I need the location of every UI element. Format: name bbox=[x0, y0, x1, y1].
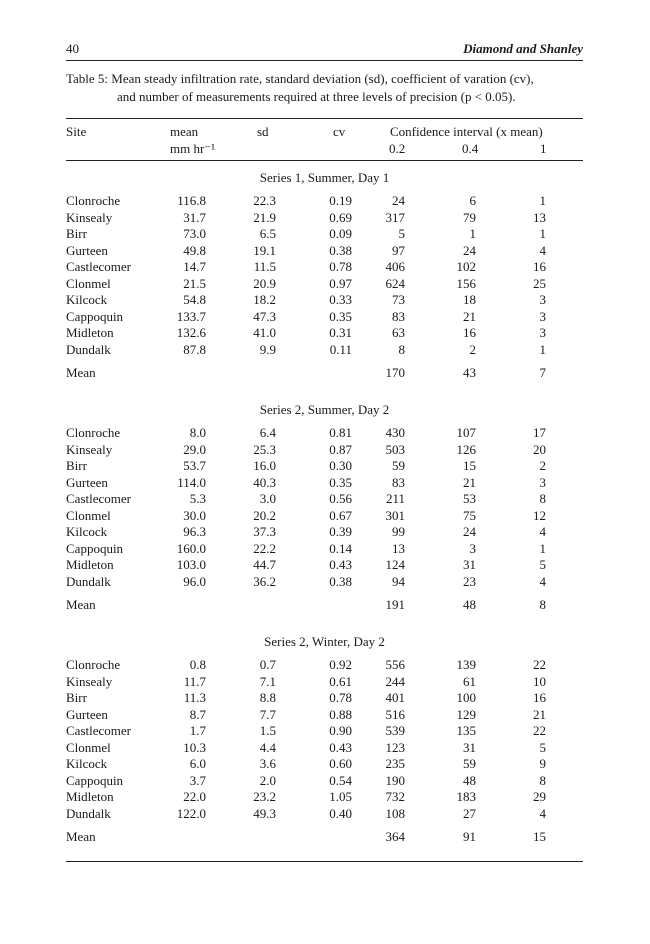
cell-sd: 1.5 bbox=[259, 723, 276, 738]
cell-site: Clonmel bbox=[66, 739, 111, 755]
cell-ci-1: 13 bbox=[533, 209, 546, 225]
cell-ci-0-4: 135 bbox=[456, 723, 476, 738]
cell-mean: 30.0 bbox=[183, 507, 206, 523]
cell-cv: 0.56 bbox=[329, 491, 352, 506]
cell-sd: 6.4 bbox=[259, 425, 276, 440]
cell-cv: 0.88 bbox=[329, 706, 352, 722]
column-header-site: Site bbox=[66, 124, 87, 139]
cell-sd: 20.9 bbox=[253, 275, 276, 291]
cell-site: Cappoquin bbox=[66, 772, 124, 788]
cell-ci-1: 10 bbox=[533, 673, 546, 689]
cell-cv: 0.14 bbox=[329, 540, 352, 556]
cell-ci-0-4: 24 bbox=[463, 524, 476, 539]
cell-ci-1: 9 bbox=[539, 756, 546, 771]
mean-row-ci-0-2: 364 bbox=[385, 828, 405, 844]
cell-site: Birr bbox=[66, 458, 87, 473]
mean-row-ci-1: 8 bbox=[539, 596, 546, 612]
cell-site: Kilcock bbox=[66, 292, 108, 307]
cell-sd: 18.2 bbox=[253, 292, 276, 307]
cell-site: Gurteen bbox=[66, 242, 108, 258]
cell-cv: 1.05 bbox=[329, 789, 352, 804]
cell-mean: 22.0 bbox=[183, 789, 206, 804]
cell-ci-0-2: 406 bbox=[385, 259, 405, 274]
cell-ci-0-4: 59 bbox=[463, 756, 476, 771]
cell-cv: 0.38 bbox=[329, 573, 352, 589]
cell-ci-0-4: 48 bbox=[463, 772, 476, 788]
cell-site: Kinsealy bbox=[66, 209, 113, 225]
cell-cv: 0.69 bbox=[329, 209, 352, 225]
cell-site: Clonroche bbox=[66, 657, 121, 672]
header-bottom-rule bbox=[66, 160, 583, 161]
cell-ci-0-2: 244 bbox=[385, 673, 405, 689]
cell-ci-1: 5 bbox=[539, 739, 546, 755]
cell-ci-1: 3 bbox=[539, 474, 546, 490]
cell-ci-0-4: 107 bbox=[456, 425, 476, 440]
cell-cv: 0.33 bbox=[329, 292, 352, 307]
cell-sd: 25.3 bbox=[253, 441, 276, 457]
cell-cv: 0.54 bbox=[329, 772, 352, 788]
cell-ci-0-4: 129 bbox=[456, 706, 476, 722]
cell-ci-1: 12 bbox=[533, 507, 546, 523]
cell-ci-1: 20 bbox=[533, 441, 546, 457]
cell-sd: 11.5 bbox=[253, 259, 276, 274]
cell-ci-0-2: 401 bbox=[385, 690, 405, 705]
cell-cv: 0.92 bbox=[329, 657, 352, 672]
cell-ci-1: 4 bbox=[539, 805, 546, 821]
cell-ci-1: 1 bbox=[539, 341, 546, 357]
column-header-confidence-interval: Confidence interval (x mean) bbox=[390, 124, 543, 139]
cell-ci-0-4: 23 bbox=[463, 573, 476, 589]
cell-sd: 47.3 bbox=[253, 308, 276, 324]
cell-ci-0-4: 79 bbox=[463, 209, 476, 225]
mean-row-label: Mean bbox=[66, 828, 96, 844]
cell-ci-0-2: 539 bbox=[385, 723, 405, 738]
cell-ci-0-2: 94 bbox=[392, 573, 405, 589]
cell-site: Castlecomer bbox=[66, 491, 131, 506]
cell-ci-0-2: 123 bbox=[385, 739, 405, 755]
column-header-ci-1: 1 bbox=[540, 141, 547, 156]
cell-ci-1: 17 bbox=[533, 425, 546, 440]
cell-mean: 0.8 bbox=[189, 657, 206, 672]
cell-mean: 3.7 bbox=[189, 772, 206, 788]
cell-cv: 0.61 bbox=[329, 673, 352, 689]
cell-site: Birr bbox=[66, 226, 87, 241]
table-bottom-rule bbox=[66, 861, 583, 862]
cell-ci-0-4: 183 bbox=[456, 789, 476, 804]
cell-cv: 0.35 bbox=[329, 474, 352, 490]
cell-cv: 0.35 bbox=[329, 308, 352, 324]
cell-ci-0-4: 3 bbox=[469, 540, 476, 556]
cell-ci-0-2: 503 bbox=[385, 441, 405, 457]
cell-sd: 36.2 bbox=[253, 573, 276, 589]
running-head bbox=[66, 41, 583, 59]
cell-ci-0-2: 73 bbox=[392, 292, 405, 307]
column-header-mean-unit: mm hr⁻¹ bbox=[170, 141, 216, 156]
cell-ci-0-4: 31 bbox=[463, 557, 476, 572]
cell-site: Kilcock bbox=[66, 756, 108, 771]
cell-ci-1: 22 bbox=[533, 723, 546, 738]
cell-cv: 0.81 bbox=[329, 425, 352, 440]
cell-sd: 7.1 bbox=[259, 673, 276, 689]
cell-ci-1: 4 bbox=[539, 573, 546, 589]
cell-cv: 0.78 bbox=[329, 259, 352, 274]
cell-mean: 87.8 bbox=[183, 341, 206, 357]
cell-ci-1: 1 bbox=[539, 540, 546, 556]
cell-site: Castlecomer bbox=[66, 723, 131, 738]
cell-cv: 0.09 bbox=[329, 226, 352, 241]
cell-ci-0-2: 211 bbox=[385, 491, 405, 506]
cell-site: Midleton bbox=[66, 557, 114, 572]
cell-ci-0-2: 235 bbox=[385, 756, 405, 771]
cell-ci-0-4: 102 bbox=[456, 259, 476, 274]
cell-ci-1: 29 bbox=[533, 789, 546, 804]
cell-site: Birr bbox=[66, 690, 87, 705]
cell-ci-1: 8 bbox=[539, 491, 546, 506]
cell-ci-0-2: 301 bbox=[385, 507, 405, 523]
cell-ci-0-2: 97 bbox=[392, 242, 405, 258]
cell-cv: 0.31 bbox=[329, 325, 352, 340]
cell-mean: 54.8 bbox=[183, 292, 206, 307]
cell-site: Dundalk bbox=[66, 805, 111, 821]
cell-mean: 21.5 bbox=[183, 275, 206, 291]
column-header-sd: sd bbox=[257, 124, 269, 139]
cell-sd: 22.2 bbox=[253, 540, 276, 556]
cell-sd: 7.7 bbox=[259, 706, 276, 722]
cell-ci-0-4: 31 bbox=[463, 739, 476, 755]
cell-ci-0-2: 13 bbox=[392, 540, 405, 556]
cell-ci-0-4: 61 bbox=[463, 673, 476, 689]
cell-sd: 23.2 bbox=[253, 789, 276, 804]
cell-cv: 0.90 bbox=[329, 723, 352, 738]
cell-ci-0-4: 2 bbox=[469, 341, 476, 357]
cell-site: Clonmel bbox=[66, 507, 111, 523]
cell-site: Gurteen bbox=[66, 706, 108, 722]
cell-mean: 96.3 bbox=[183, 524, 206, 539]
cell-mean: 31.7 bbox=[183, 209, 206, 225]
cell-ci-1: 5 bbox=[539, 557, 546, 572]
cell-ci-0-4: 139 bbox=[456, 657, 476, 672]
cell-ci-1: 8 bbox=[539, 772, 546, 788]
cell-mean: 10.3 bbox=[183, 739, 206, 755]
cell-cv: 0.97 bbox=[329, 275, 352, 291]
cell-ci-1: 3 bbox=[539, 308, 546, 324]
cell-sd: 40.3 bbox=[253, 474, 276, 490]
cell-ci-1: 1 bbox=[539, 226, 546, 241]
cell-sd: 19.1 bbox=[253, 242, 276, 258]
cell-ci-0-2: 8 bbox=[398, 341, 405, 357]
cell-sd: 4.4 bbox=[259, 739, 276, 755]
mean-row-ci-0-4: 43 bbox=[463, 364, 476, 380]
cell-cv: 0.11 bbox=[329, 341, 352, 357]
cell-cv: 0.43 bbox=[329, 739, 352, 755]
cell-mean: 8.7 bbox=[189, 706, 206, 722]
cell-ci-0-4: 21 bbox=[463, 474, 476, 490]
mean-row-ci-0-4: 91 bbox=[463, 828, 476, 844]
cell-ci-0-4: 53 bbox=[463, 491, 476, 506]
cell-ci-0-4: 27 bbox=[463, 805, 476, 821]
cell-ci-1: 1 bbox=[539, 193, 546, 208]
cell-sd: 41.0 bbox=[253, 325, 276, 340]
section-title: Series 1, Summer, Day 1 bbox=[259, 170, 390, 185]
cell-mean: 49.8 bbox=[183, 242, 206, 258]
cell-ci-1: 25 bbox=[533, 275, 546, 291]
cell-sd: 16.0 bbox=[253, 458, 276, 473]
cell-mean: 133.7 bbox=[176, 308, 206, 324]
mean-row-ci-1: 15 bbox=[533, 828, 546, 844]
cell-ci-1: 21 bbox=[533, 706, 546, 722]
cell-ci-1: 3 bbox=[539, 292, 546, 307]
cell-ci-0-2: 732 bbox=[385, 789, 405, 804]
cell-site: Kinsealy bbox=[66, 441, 113, 457]
cell-mean: 122.0 bbox=[176, 805, 206, 821]
cell-ci-0-2: 59 bbox=[392, 458, 405, 473]
cell-ci-0-2: 24 bbox=[392, 193, 405, 208]
cell-ci-0-4: 6 bbox=[469, 193, 476, 208]
mean-row-ci-1: 7 bbox=[539, 364, 546, 380]
cell-sd: 22.3 bbox=[253, 193, 276, 208]
cell-ci-0-2: 317 bbox=[385, 209, 405, 225]
cell-mean: 6.0 bbox=[189, 756, 206, 771]
cell-ci-0-2: 556 bbox=[385, 657, 405, 672]
cell-sd: 49.3 bbox=[253, 805, 276, 821]
cell-sd: 20.2 bbox=[253, 507, 276, 523]
cell-ci-0-2: 63 bbox=[392, 325, 405, 340]
cell-ci-0-4: 126 bbox=[456, 441, 476, 457]
cell-ci-0-2: 430 bbox=[385, 425, 405, 440]
cell-cv: 0.87 bbox=[329, 441, 352, 457]
cell-mean: 116.8 bbox=[177, 193, 206, 208]
cell-sd: 37.3 bbox=[253, 524, 276, 539]
cell-ci-0-4: 156 bbox=[456, 275, 476, 291]
cell-ci-0-4: 1 bbox=[469, 226, 476, 241]
cell-cv: 0.39 bbox=[329, 524, 352, 539]
cell-ci-1: 4 bbox=[539, 242, 546, 258]
mean-row-ci-0-4: 48 bbox=[463, 596, 476, 612]
cell-ci-0-4: 15 bbox=[463, 458, 476, 473]
cell-ci-0-2: 190 bbox=[385, 772, 405, 788]
cell-sd: 6.5 bbox=[259, 226, 276, 241]
cell-ci-1: 22 bbox=[533, 657, 546, 672]
cell-cv: 0.40 bbox=[329, 805, 352, 821]
cell-ci-1: 16 bbox=[533, 259, 546, 274]
running-head-authors: Diamond and Shanley bbox=[463, 41, 583, 56]
cell-cv: 0.19 bbox=[329, 193, 352, 208]
header-rule bbox=[66, 60, 583, 61]
cell-sd: 3.0 bbox=[259, 491, 276, 506]
table-top-rule bbox=[66, 118, 583, 119]
cell-site: Cappoquin bbox=[66, 540, 124, 556]
column-header-cv: cv bbox=[333, 124, 346, 139]
cell-mean: 53.7 bbox=[183, 458, 206, 473]
mean-row-label: Mean bbox=[66, 364, 96, 380]
cell-mean: 103.0 bbox=[176, 557, 206, 572]
cell-site: Dundalk bbox=[66, 341, 111, 357]
cell-site: Midleton bbox=[66, 789, 114, 804]
cell-site: Kilcock bbox=[66, 524, 108, 539]
cell-ci-0-2: 124 bbox=[385, 557, 405, 572]
cell-mean: 73.0 bbox=[183, 226, 206, 241]
cell-mean: 14.7 bbox=[183, 259, 206, 274]
cell-mean: 11.3 bbox=[183, 690, 206, 705]
cell-ci-0-2: 624 bbox=[385, 275, 405, 291]
mean-row-label: Mean bbox=[66, 596, 96, 612]
cell-cv: 0.30 bbox=[329, 458, 352, 473]
cell-cv: 0.43 bbox=[329, 557, 352, 572]
cell-site: Cappoquin bbox=[66, 308, 124, 324]
cell-site: Gurteen bbox=[66, 474, 108, 490]
cell-site: Dundalk bbox=[66, 573, 111, 589]
mean-row-ci-0-2: 170 bbox=[385, 364, 405, 380]
column-header-mean: mean bbox=[170, 124, 199, 139]
cell-site: Clonmel bbox=[66, 275, 111, 291]
cell-cv: 0.60 bbox=[329, 756, 352, 771]
cell-sd: 0.7 bbox=[259, 657, 276, 672]
cell-site: Midleton bbox=[66, 325, 114, 340]
cell-ci-0-2: 83 bbox=[392, 308, 405, 324]
cell-site: Castlecomer bbox=[66, 259, 131, 274]
column-header-ci-0-4: 0.4 bbox=[462, 141, 479, 156]
cell-mean: 8.0 bbox=[189, 425, 206, 440]
table-caption bbox=[66, 70, 583, 106]
cell-site: Clonroche bbox=[66, 425, 121, 440]
cell-ci-0-4: 16 bbox=[463, 325, 476, 340]
caption-line-2: and number of measurements required at three levels of precision (p < 0.05). bbox=[117, 89, 516, 104]
cell-ci-0-2: 108 bbox=[385, 805, 405, 821]
cell-sd: 8.8 bbox=[259, 690, 276, 705]
cell-ci-0-4: 18 bbox=[463, 292, 476, 307]
cell-cv: 0.67 bbox=[329, 507, 352, 523]
cell-sd: 2.0 bbox=[259, 772, 276, 788]
cell-mean: 5.3 bbox=[189, 491, 206, 506]
cell-mean: 160.0 bbox=[176, 540, 206, 556]
cell-site: Kinsealy bbox=[66, 673, 113, 689]
cell-ci-0-4: 75 bbox=[463, 507, 476, 523]
cell-mean: 96.0 bbox=[183, 573, 206, 589]
cell-mean: 11.7 bbox=[183, 673, 206, 689]
cell-sd: 21.9 bbox=[253, 209, 276, 225]
cell-mean: 114.0 bbox=[177, 474, 206, 490]
cell-sd: 9.9 bbox=[259, 341, 276, 357]
cell-mean: 29.0 bbox=[183, 441, 206, 457]
section-title: Series 2, Summer, Day 2 bbox=[259, 402, 390, 417]
column-header-ci-0-2: 0.2 bbox=[389, 141, 406, 156]
page-number: 40 bbox=[66, 41, 79, 56]
cell-cv: 0.38 bbox=[329, 242, 352, 258]
cell-ci-1: 2 bbox=[539, 458, 546, 473]
cell-site: Clonroche bbox=[66, 193, 121, 208]
cell-sd: 44.7 bbox=[253, 557, 276, 572]
cell-ci-0-4: 21 bbox=[463, 308, 476, 324]
cell-ci-0-2: 83 bbox=[392, 474, 405, 490]
cell-ci-0-2: 516 bbox=[385, 706, 405, 722]
cell-ci-1: 3 bbox=[539, 325, 546, 340]
mean-row-ci-0-2: 191 bbox=[385, 596, 405, 612]
cell-ci-1: 4 bbox=[539, 524, 546, 539]
cell-mean: 1.7 bbox=[189, 723, 206, 738]
cell-ci-0-4: 24 bbox=[463, 242, 476, 258]
cell-ci-0-2: 99 bbox=[392, 524, 405, 539]
cell-ci-0-4: 100 bbox=[456, 690, 476, 705]
caption-line-1: Table 5: Mean steady infiltration rate, standard deviation (sd), coefficient of varation (cv), bbox=[66, 71, 534, 86]
section-title: Series 2, Winter, Day 2 bbox=[264, 634, 385, 649]
cell-sd: 3.6 bbox=[259, 756, 276, 771]
cell-cv: 0.78 bbox=[329, 690, 352, 705]
cell-mean: 132.6 bbox=[176, 325, 206, 340]
cell-ci-0-2: 5 bbox=[398, 226, 405, 241]
cell-ci-1: 16 bbox=[533, 690, 546, 705]
